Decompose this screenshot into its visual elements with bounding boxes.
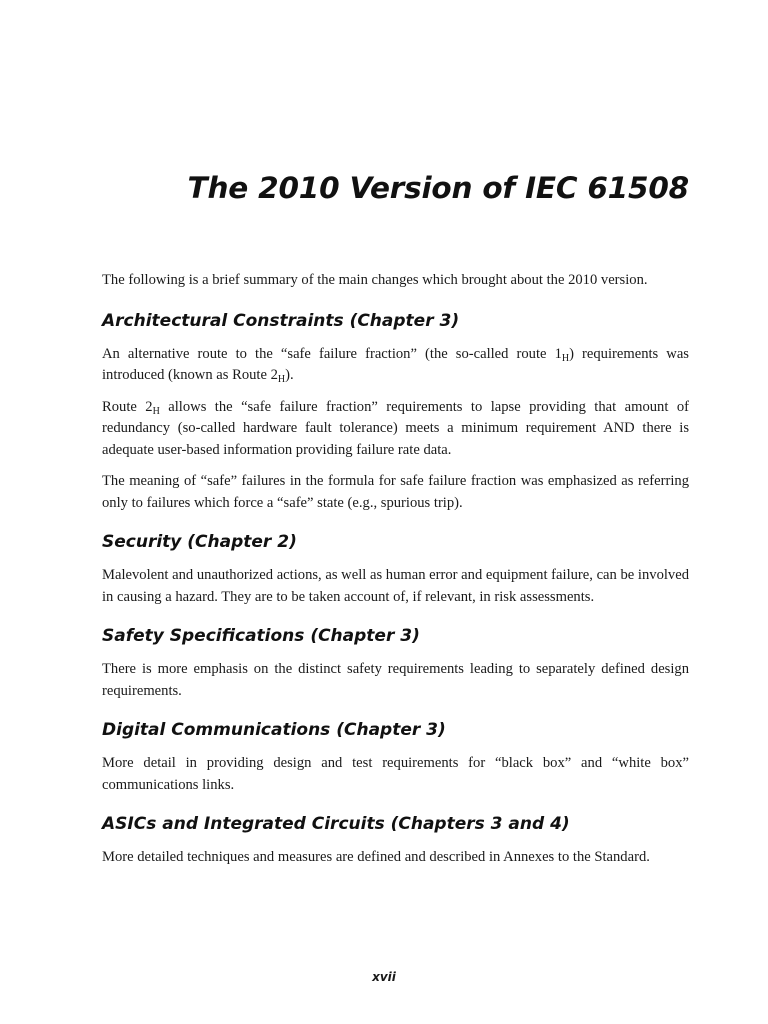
page-body <box>102 270 689 885</box>
section-heading: Digital Communications (Chapter 3) <box>102 720 446 740</box>
paragraph: More detailed techniques and measures are defined and described in Annexes to the Standard. <box>102 849 650 865</box>
section-architectural-constraints <box>102 309 689 515</box>
section-heading: Security (Chapter 2) <box>102 532 297 552</box>
paragraph: There is more emphasis on the distinct safety requirements leading to separately defined design requirements. <box>102 661 689 699</box>
section-safety-specifications <box>102 624 689 702</box>
paragraph: Malevolent and unauthorized actions, as well as human error and equipment failure, can be involved in causing a hazard. They are to be taken account of, if relevant, in risk assessments. <box>102 567 689 605</box>
section-asics <box>102 812 689 869</box>
section-heading: ASICs and Integrated Circuits (Chapters 3 and 4) <box>102 814 570 834</box>
section-security <box>102 530 689 608</box>
section-heading: Architectural Constraints (Chapter 3) <box>102 310 460 331</box>
page-number: xvii <box>372 970 396 984</box>
paragraph: The meaning of “safe” failures in the formula for safe failure fraction was emphasized as referring only to failures which force a “safe” state (e.g., spurious trip). <box>102 473 689 511</box>
paragraph: An alternative route to the “safe failure fraction” (the so-called route $1_H$) requirements was introduced (known as Route $2_H$). <box>102 345 689 385</box>
section-digital-communications <box>102 718 689 796</box>
paragraph: More detail in providing design and test requirements for “black box” and “white box” communications links. <box>102 755 689 793</box>
section-heading: Safety Specifications (Chapter 3) <box>102 626 420 646</box>
page-title: The 2010 Version of IEC 61508 <box>187 171 689 205</box>
intro-paragraph: The following is a brief summary of the main changes which brought about the 2010 version. <box>102 272 648 288</box>
paragraph: Route $2_H$ allows the “safe failure fraction” requirements to lapse providing that amount of redundancy (so-called hardware fault tolerance) meets a minimum requirement AND there is adequate user-based information providing failure rate data. <box>102 398 689 458</box>
